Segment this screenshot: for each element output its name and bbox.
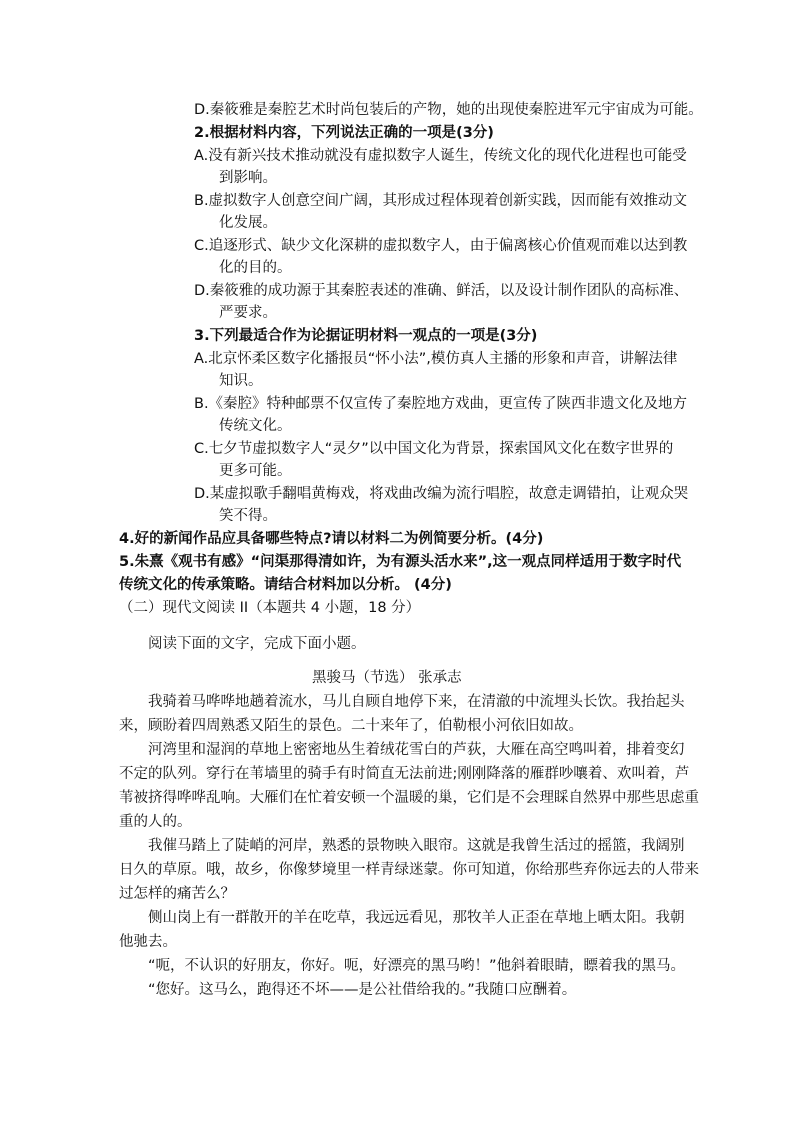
q3-option-a-cont: 知识。 [219, 373, 263, 389]
passage-line: 我催马踏上了陡峭的河岸，熟悉的景物映入眼帘。这就是我曾生活过的摇篮，我阔别 [148, 838, 685, 854]
q3-option-c-cont: 更多可能。 [219, 463, 292, 479]
q2-option-a-cont: 到影响。 [219, 170, 277, 186]
passage-line: 苇被挤得哗哗乱响。大雁们在忙着安顿一个温暖的巢，它们是不会理睬自然界中那些思虑重 [119, 790, 699, 806]
q4: 4.好的新闻作品应具备哪些特点?请以材料二为例简要分析。(4分) [119, 531, 544, 547]
passage-line: 过怎样的痛苦么？ [119, 886, 235, 902]
q1-option-d: D.秦筱雅是秦腔艺术时尚包装后的产物，她的出现使秦腔进军元宇宙成为可能。 [194, 102, 703, 118]
q2-option-d: D.秦筱雅的成功源于其秦腔表述的准确、鲜活，以及设计制作团队的高标准、 [194, 283, 689, 299]
passage-line: 不定的队列。穿行在苇墙里的骑手有时简直无法前进;刚刚降落的雁群吵嚷着、欢叫着，芦 [119, 766, 690, 782]
passage-line: 河湾里和湿润的草地上密密地丛生着绒花雪白的芦荻，大雁在高空鸣叫着，排着变幻 [148, 742, 685, 758]
q2-option-d-cont: 严要求。 [219, 305, 277, 321]
q3-option-d-cont: 笑不得。 [219, 508, 277, 524]
q3-option-b-cont: 传统文化。 [219, 418, 292, 434]
passage-line: 我骑着马哗哗地趟着流水，马儿自顾自地停下来，在清澈的中流埋头长饮。我抬起头 [148, 694, 685, 710]
passage-line: 他驰去。 [119, 934, 177, 950]
q3-stem: 3.下列最适合作为论据证明材料一观点的一项是(3分) [194, 328, 538, 344]
section-heading: （二）现代文阅读 II（本题共 4 小题，18 分） [119, 600, 421, 616]
q3-option-a: A.北京怀柔区数字化播报员“怀小法”,模仿真人主播的形象和声音，讲解法律 [194, 351, 678, 367]
q3-option-b: B.《秦腔》特种邮票不仅宣传了秦腔地方戏曲，更宣传了陕西非遗文化及地方 [194, 396, 688, 412]
passage-line: 来，顾盼着四周熟悉又陌生的景色。二十来年了，伯勒根小河依旧如故。 [119, 718, 583, 734]
passage-line: 重的人的。 [119, 814, 192, 830]
q2-option-a: A.没有新兴技术推动就没有虚拟数字人诞生，传统文化的现代化进程也可能受 [194, 148, 687, 164]
passage-title: 黑骏马（节选） 张承志 [312, 670, 462, 686]
q5-line-1: 5.朱熹《观书有感》“问渠那得清如许，为有源头活水来”,这一观点同样适用于数字时代 [119, 554, 682, 570]
q2-option-c: C.追逐形式、缺少文化深耕的虚拟数字人，由于偏离核心价值观而难以达到教 [194, 238, 688, 254]
q5-line-2: 传统文化的传承策略。请结合材料加以分析。 (4分) [119, 577, 452, 593]
passage-line: 侧山岗上有一群散开的羊在吃草，我远远看见，那牧羊人正歪在草地上晒太阳。我朝 [148, 910, 685, 926]
q3-option-c: C.七夕节虚拟数字人“灵夕”以中国文化为背景，探索国风文化在数字世界的 [194, 441, 674, 457]
passage-line: 日久的草原。哦，故乡，你像梦境里一样青绿迷蒙。你可知道，你给那些弃你远去的人带来 [119, 862, 699, 878]
instruction: 阅读下面的文字，完成下面小题。 [148, 636, 366, 652]
q2-option-b-cont: 化发展。 [219, 215, 277, 231]
passage-line: “呃，不认识的好朋友，你好。呃，好漂亮的黑马哟！”他斜着眼睛，瞟着我的黑马。 [148, 958, 686, 974]
q3-option-d: D.某虚拟歌手翻唱黄梅戏，将戏曲改编为流行唱腔，故意走调错拍，让观众哭 [194, 486, 689, 502]
passage-line: “您好。这马么，跑得还不坏——是公社借给我的。”我随口应酬着。 [148, 982, 577, 998]
q2-option-c-cont: 化的目的。 [219, 260, 292, 276]
q2-stem: 2.根据材料内容，下列说法正确的一项是(3分) [194, 125, 494, 141]
q2-option-b: B.虚拟数字人创意空间广阔，其形成过程体现着创新实践，因而能有效推动文 [194, 193, 688, 209]
